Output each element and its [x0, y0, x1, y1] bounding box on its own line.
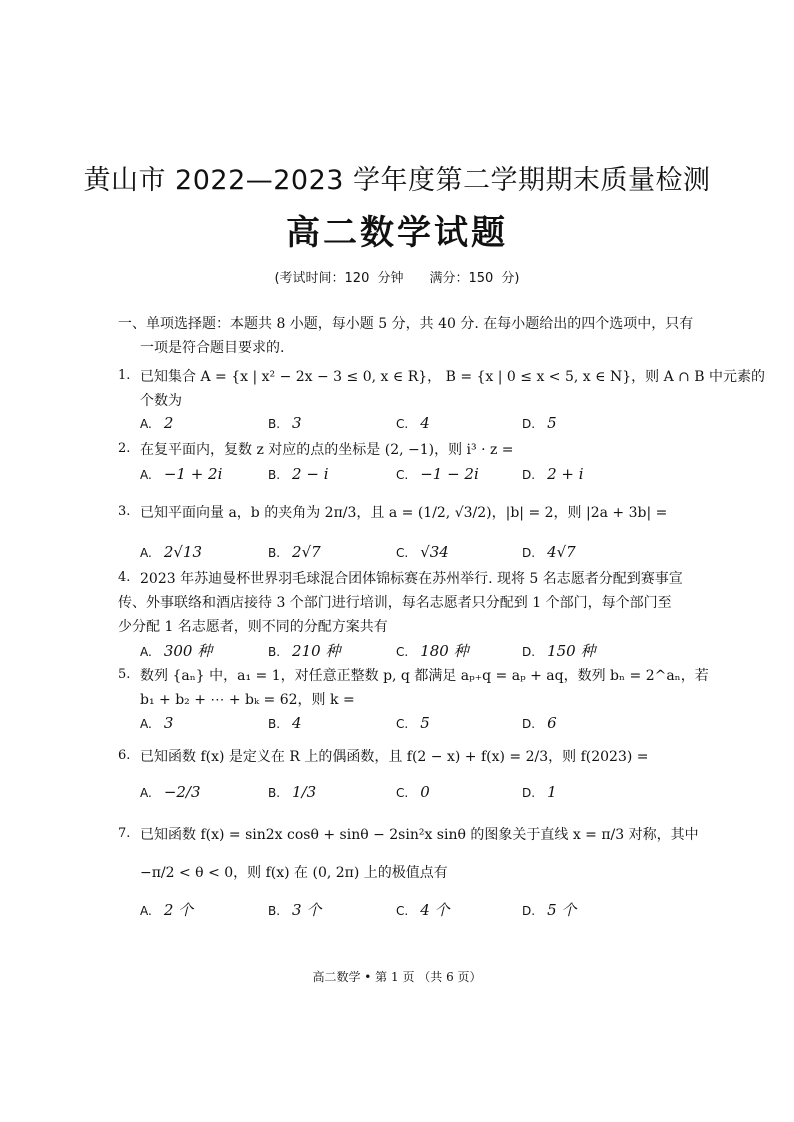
option-d[interactable]: [522, 543, 576, 561]
option-label: C.: [396, 717, 409, 731]
option-value: 2 + i: [547, 465, 584, 483]
option-value: 6: [547, 714, 557, 732]
option-label: C.: [396, 786, 409, 800]
question-number: 4.: [118, 570, 131, 585]
option-value: 3 个: [292, 901, 322, 919]
option-value: 4: [420, 414, 430, 432]
option-b[interactable]: [268, 465, 329, 483]
option-value: 180 种: [420, 642, 469, 660]
option-a[interactable]: [140, 640, 212, 661]
option-b[interactable]: [268, 783, 316, 801]
option-label: B.: [268, 786, 281, 800]
option-value: −1 − 2i: [420, 465, 479, 483]
option-a[interactable]: [140, 543, 202, 561]
question-number: 3.: [118, 504, 131, 519]
question-text-line: 已知函数 f(x) = sin2x cosθ + sinθ − 2sin²x sinθ 的图象关于直线 x = π/3 对称，其中: [140, 827, 699, 843]
question-text-line: 传、外事联络和酒店接待 3 个部门进行培训，每名志愿者只分配到 1 个部门，每个部门至: [118, 595, 672, 611]
option-value: 2: [163, 414, 174, 432]
option-label: B.: [268, 904, 281, 918]
page-footer: 高二数学 • 第 1 页 （共 6 页）: [312, 970, 482, 984]
question-number: 1.: [118, 368, 131, 383]
question-number: 5.: [118, 667, 131, 682]
option-value: 210 种: [292, 642, 341, 660]
option-label: C.: [396, 417, 409, 431]
exam-subtitle: 高二数学试题: [286, 213, 508, 253]
option-value: 150 种: [547, 642, 596, 660]
section-heading-line1: 一、单项选择题：本题共 8 小题，每小题 5 分，共 40 分. 在每小题给出的四个选项中，只有: [118, 316, 694, 332]
question-text-line: 数列 {aₙ} 中，a₁ = 1，对任意正整数 p, q 都满足 aₚ₊q = aₚ + aq，数列 bₙ = 2^aₙ，若: [140, 668, 709, 684]
option-c[interactable]: [396, 783, 430, 801]
option-value: 1/3: [292, 783, 317, 801]
question-text-line: 少分配 1 名志愿者，则不同的分配方案共有: [118, 619, 388, 635]
option-label: C.: [396, 904, 409, 918]
option-c[interactable]: [396, 714, 430, 732]
option-value: 0: [420, 783, 430, 801]
exam-info: (考试时间：120 分钟 满分：150 分): [274, 271, 520, 286]
option-d[interactable]: [522, 899, 576, 920]
option-value: 2 个: [163, 901, 194, 919]
option-b[interactable]: [268, 714, 302, 732]
option-label: C.: [396, 645, 409, 659]
option-value: 3: [292, 414, 302, 432]
question-text-line: 个数为: [140, 393, 182, 409]
option-label: D.: [522, 546, 536, 560]
option-value: 5: [420, 714, 430, 732]
option-value: 2√7: [292, 543, 321, 561]
option-value: −2/3: [163, 783, 201, 801]
option-value: 2√13: [163, 543, 203, 561]
option-label: B.: [268, 417, 281, 431]
option-c[interactable]: [396, 640, 469, 661]
exam-title: 黄山市 2022—2023 学年度第二学期期末质量检测: [83, 165, 711, 196]
option-c[interactable]: [396, 414, 430, 432]
question-text-line: 已知集合 A = {x | x² − 2x − 3 ≤ 0, x ∈ R}， B = {x | 0 ≤ x < 5, x ∈ N}，则 A ∩ B 中元素的: [140, 369, 766, 385]
question-text-line: b₁ + b₂ + ⋯ + bₖ = 62，则 k =: [140, 692, 355, 708]
option-label: A.: [140, 468, 152, 482]
option-value: 4 个: [420, 901, 450, 919]
option-c[interactable]: [396, 465, 479, 483]
option-value: 300 种: [163, 642, 213, 660]
option-d[interactable]: [522, 714, 557, 732]
question-text-line: 在复平面内，复数 z 对应的点的坐标是 (2, −1)，则 i³ · z =: [140, 442, 514, 458]
option-label: A.: [140, 546, 152, 560]
option-label: A.: [140, 904, 152, 918]
option-b[interactable]: [268, 899, 321, 920]
question-number: 7.: [118, 826, 131, 841]
option-label: D.: [522, 468, 536, 482]
question-text-line: 已知平面向量 a，b 的夹角为 2π/3，且 a = (1/2, √3/2)，|b| = 2，则 |2a + 3b| =: [140, 505, 668, 521]
question-number: 6.: [118, 748, 131, 763]
option-value: 4: [292, 714, 302, 732]
option-c[interactable]: [396, 899, 450, 920]
option-d[interactable]: [522, 783, 557, 801]
option-b[interactable]: [268, 414, 302, 432]
option-d[interactable]: [522, 465, 584, 483]
section-heading-line2: 一项是符合题目要求的.: [140, 340, 285, 356]
option-value: 5: [547, 414, 557, 432]
option-value: 2 − i: [292, 465, 329, 483]
option-label: B.: [268, 645, 281, 659]
option-b[interactable]: [268, 640, 340, 661]
option-label: D.: [522, 717, 536, 731]
question-text-line: 2023 年苏迪曼杯世界羽毛球混合团体锦标赛在苏州举行. 现将 5 名志愿者分配到赛事宣: [140, 571, 683, 587]
option-label: B.: [268, 717, 281, 731]
option-a[interactable]: [140, 714, 173, 732]
option-label: C.: [396, 468, 409, 482]
option-a[interactable]: [140, 465, 222, 483]
option-b[interactable]: [268, 543, 321, 561]
option-d[interactable]: [522, 414, 557, 432]
option-label: A.: [140, 645, 152, 659]
option-a[interactable]: [140, 899, 193, 920]
option-label: B.: [268, 468, 281, 482]
option-label: D.: [522, 645, 536, 659]
option-label: D.: [522, 786, 536, 800]
option-label: A.: [140, 417, 152, 431]
option-label: B.: [268, 546, 281, 560]
option-label: A.: [140, 786, 152, 800]
option-value: −1 + 2i: [163, 465, 223, 483]
option-d[interactable]: [522, 640, 595, 661]
question-text-line: 已知函数 f(x) 是定义在 R 上的偶函数，且 f(2 − x) + f(x) = 2/3，则 f(2023) =: [140, 749, 649, 765]
option-label: D.: [522, 904, 536, 918]
question-number: 2.: [118, 441, 131, 456]
option-label: D.: [522, 417, 536, 431]
question-text-line: −π/2 < θ < 0，则 f(x) 在 (0, 2π) 上的极值点有: [140, 865, 448, 881]
option-value: 1: [547, 783, 557, 801]
option-a[interactable]: [140, 783, 201, 801]
option-label: C.: [396, 546, 409, 560]
option-value: 4√7: [547, 543, 576, 561]
option-label: A.: [140, 717, 152, 731]
option-value: 3: [163, 714, 174, 732]
option-a[interactable]: [140, 414, 173, 432]
option-c[interactable]: [396, 543, 449, 561]
option-value: √34: [420, 543, 449, 561]
option-value: 5 个: [547, 901, 577, 919]
